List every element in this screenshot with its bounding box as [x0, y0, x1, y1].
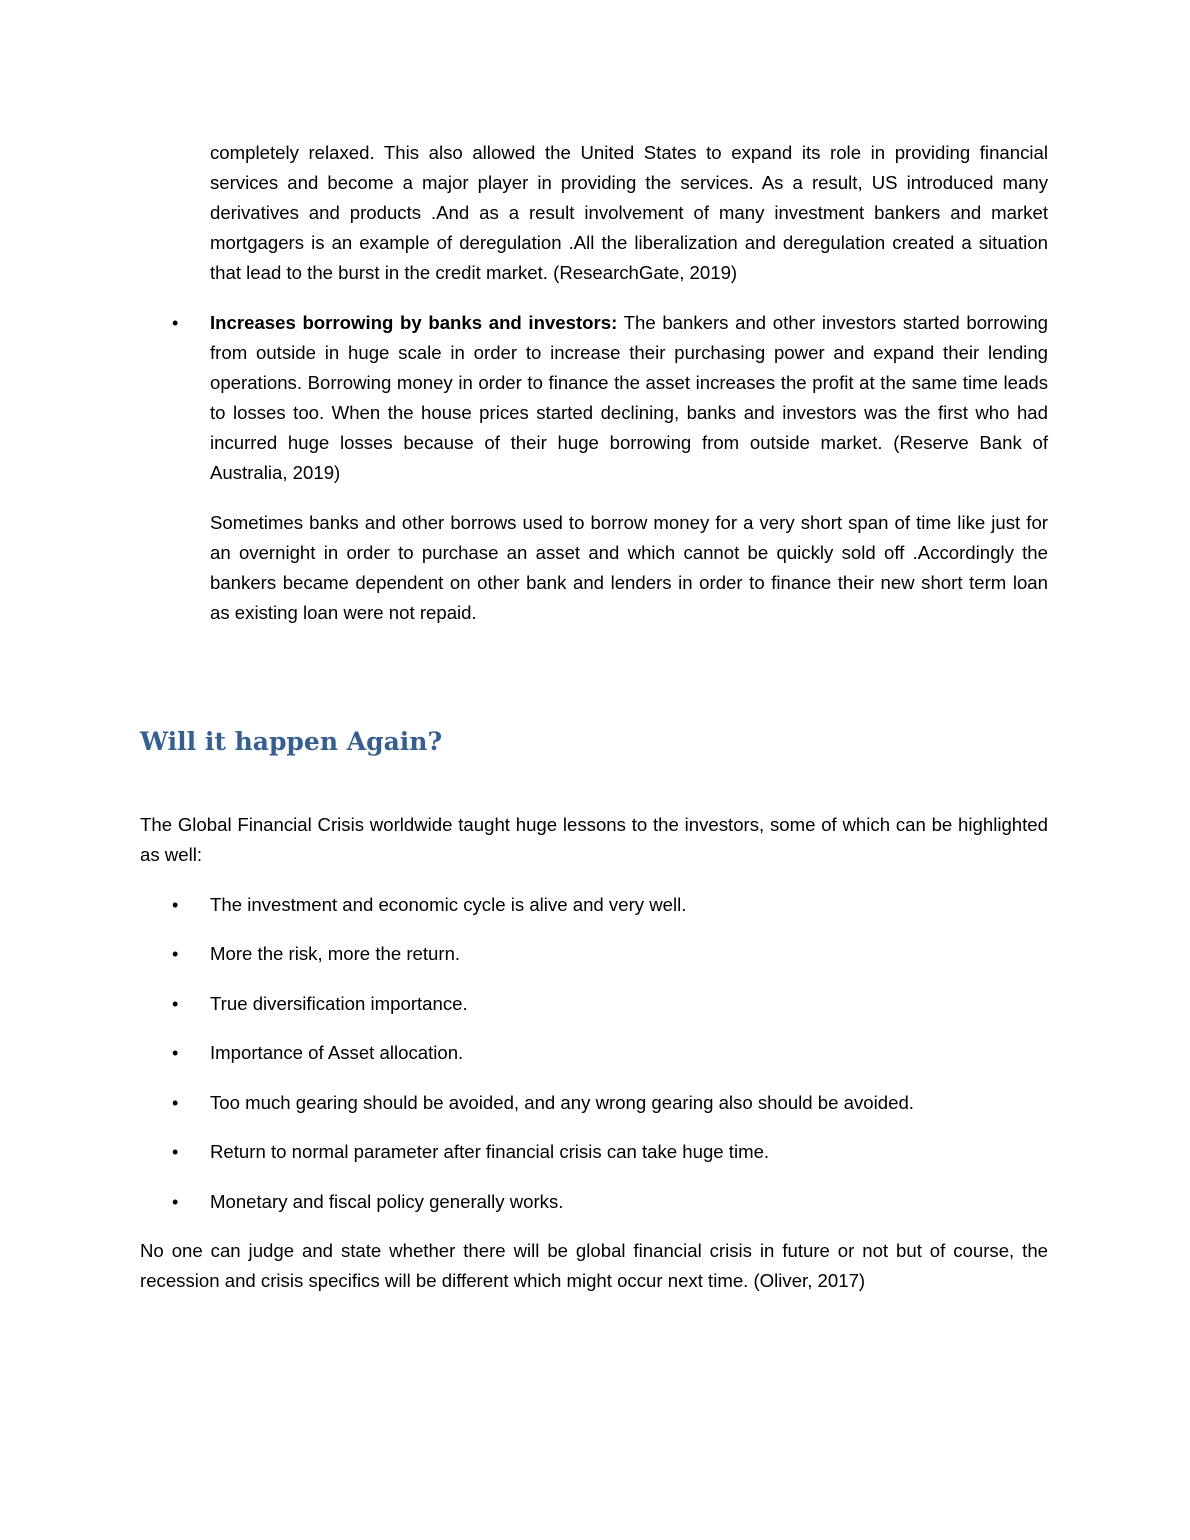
continuation-paragraph: completely relaxed. This also allowed the United States to expand its role in providing financial services and become a major player in providing the services. As a result, US introduced many derivatives and products .And as a result involvement of many investment bankers and market mortgagers is an example of deregulation .All the liberalization and deregulation created a situation that lead to the burst in the credit market. (ResearchGate, 2019) [210, 142, 1048, 283]
list-item: Too much gearing should be avoided, and any wrong gearing also should be avoided. [210, 1092, 914, 1113]
borrowing-bullet-paragraph [210, 308, 1048, 488]
bullet-icon: • [172, 895, 179, 915]
bullet-icon: • [172, 994, 179, 1014]
list-item: Importance of Asset allocation. [210, 1042, 464, 1063]
list-item: More the risk, more the return. [210, 943, 461, 964]
bullet-icon: • [172, 944, 179, 964]
list-item: True diversification importance. [210, 993, 468, 1014]
borrowing-bullet-text: The bankers and other investors started borrowing from outside in huge scale in order to increase their purchasing power and expand their lending operations. Borrowing money in order to finance the asset increases the profit at the same time leads to losses too. When the house prices started declining, banks and investors was the first who had incurred huge losses because of their huge borrowing from outside market. (Reserve Bank of Australia, 2019) [210, 312, 1049, 483]
closing-paragraph: No one can judge and state whether there will be global financial crisis in future or not but of course, the recession and crisis specifics will be different which might occur next time. (Oliver, 2017) [140, 1240, 1048, 1291]
short-term-paragraph: Sometimes banks and other borrows used to borrow money for a very short span of time like just for an overnight in order to purchase an asset and which cannot be quickly sold off .Accordingly the bankers became dependent on other bank and lenders in order to finance their new short term loan as existing loan were not repaid. [210, 512, 1048, 623]
section-heading: Will it happen Again? [140, 727, 443, 756]
bullet-icon: • [172, 313, 179, 333]
list-item: Monetary and fiscal policy generally works. [210, 1191, 564, 1212]
list-item: Return to normal parameter after financial crisis can take huge time. [210, 1141, 770, 1162]
bullet-icon: • [172, 1093, 179, 1113]
bullet-icon: • [172, 1043, 179, 1063]
bullet-icon: • [172, 1142, 179, 1162]
intro-paragraph: The Global Financial Crisis worldwide taught huge lessons to the investors, some of which can be highlighted as well: [140, 814, 1048, 865]
list-item: The investment and economic cycle is alive and very well. [210, 894, 687, 915]
bullet-icon: • [172, 1192, 179, 1212]
borrowing-bullet-lead: Increases borrowing by banks and investors: [210, 312, 618, 333]
